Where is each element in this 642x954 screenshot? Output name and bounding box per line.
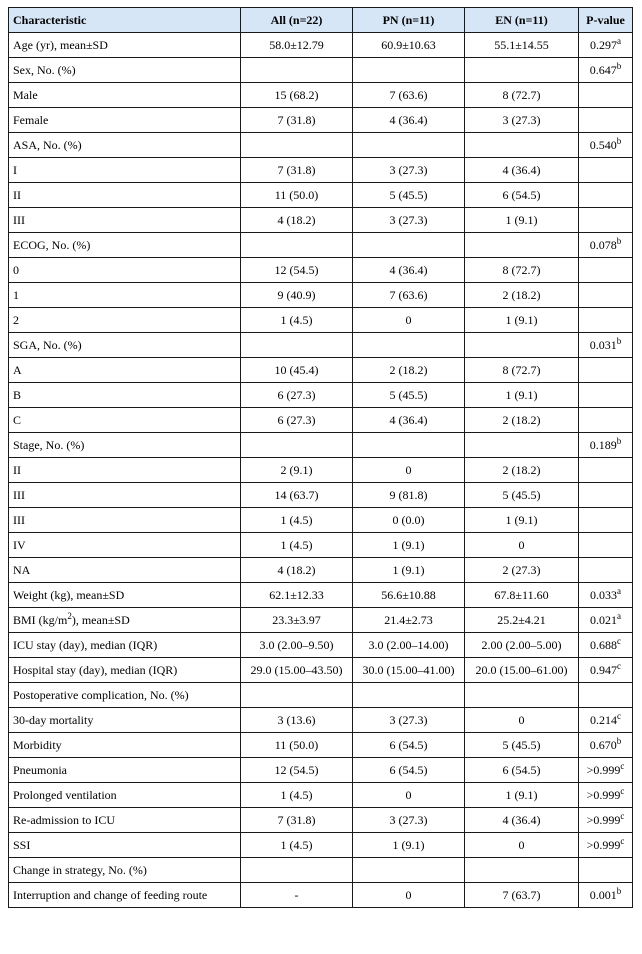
table-row	[9, 758, 633, 783]
table-row	[9, 408, 633, 433]
cell-pn: 7 (63.6)	[353, 83, 465, 108]
cell-p-value	[579, 183, 633, 208]
cell-all	[241, 858, 353, 883]
table-row	[9, 858, 633, 883]
row-label-text: ICU stay (day), median (IQR)	[13, 638, 158, 652]
cell-p-value	[579, 433, 633, 458]
table-row	[9, 383, 633, 408]
row-label-text: NA	[13, 563, 31, 577]
p-value-text: 0.688	[590, 638, 617, 652]
cell-en: 55.1±14.55	[465, 33, 579, 58]
table-row	[9, 583, 633, 608]
cell-pn	[353, 58, 465, 83]
row-label-text: II	[13, 188, 21, 202]
cell-pn: 3 (27.3)	[353, 158, 465, 183]
cell-pn: 1 (9.1)	[353, 558, 465, 583]
cell-p-value	[579, 708, 633, 733]
cell-all: 7 (31.8)	[241, 808, 353, 833]
cell-all: 1 (4.5)	[241, 508, 353, 533]
table-row	[9, 558, 633, 583]
cell-pn: 3.0 (2.00–14.00)	[353, 633, 465, 658]
cell-en: 8 (72.7)	[465, 83, 579, 108]
row-label	[9, 183, 241, 208]
row-label-text: Sex, No. (%)	[13, 63, 76, 77]
cell-en: 5 (45.5)	[465, 483, 579, 508]
table-row	[9, 883, 633, 908]
row-label	[9, 283, 241, 308]
table-row	[9, 33, 633, 58]
header-all: All (n=22)	[241, 8, 353, 33]
p-value-text: >0.999	[586, 813, 621, 827]
cell-en: 0	[465, 833, 579, 858]
row-label-text: III	[13, 213, 25, 227]
cell-p-value	[579, 808, 633, 833]
cell-all: 4 (18.2)	[241, 208, 353, 233]
table-row	[9, 508, 633, 533]
row-label	[9, 108, 241, 133]
cell-en	[465, 858, 579, 883]
cell-en: 0	[465, 708, 579, 733]
p-value-test-marker: b	[616, 436, 622, 446]
row-label-text: Pneumonia	[13, 763, 67, 777]
row-label-text: III	[13, 488, 25, 502]
row-label-text: 30-day mortality	[13, 713, 94, 727]
row-label-text: 0	[13, 263, 19, 277]
table-row	[9, 208, 633, 233]
cell-all: 7 (31.8)	[241, 158, 353, 183]
row-label	[9, 533, 241, 558]
cell-all	[241, 333, 353, 358]
cell-all	[241, 133, 353, 158]
p-value-text: 0.078	[589, 238, 617, 252]
row-label-text: BMI (kg/m	[13, 613, 68, 627]
cell-en: 6 (54.5)	[465, 183, 579, 208]
row-label	[9, 558, 241, 583]
cell-en: 20.0 (15.00–61.00)	[465, 658, 579, 683]
p-value-text: 0.214	[590, 713, 617, 727]
cell-pn	[353, 433, 465, 458]
cell-p-value	[579, 533, 633, 558]
cell-pn: 3 (27.3)	[353, 808, 465, 833]
cell-all: 7 (31.8)	[241, 108, 353, 133]
p-value-test-marker: c	[617, 711, 621, 721]
cell-pn: 3 (27.3)	[353, 208, 465, 233]
cell-p-value	[579, 258, 633, 283]
cell-pn: 6 (54.5)	[353, 733, 465, 758]
cell-en: 67.8±11.60	[465, 583, 579, 608]
row-label-text: Morbidity	[13, 738, 62, 752]
cell-p-value	[579, 408, 633, 433]
cell-all: 62.1±12.33	[241, 583, 353, 608]
cell-p-value	[579, 383, 633, 408]
cell-en: 4 (36.4)	[465, 808, 579, 833]
cell-all: 3.0 (2.00–9.50)	[241, 633, 353, 658]
cell-pn: 0	[353, 783, 465, 808]
cell-pn: 4 (36.4)	[353, 108, 465, 133]
cell-all: 1 (4.5)	[241, 308, 353, 333]
row-label	[9, 708, 241, 733]
cell-pn: 1 (9.1)	[353, 833, 465, 858]
cell-all: 12 (54.5)	[241, 758, 353, 783]
p-value-text: 0.189	[589, 438, 617, 452]
table-row	[9, 658, 633, 683]
cell-en: 0	[465, 533, 579, 558]
table-row	[9, 58, 633, 83]
cell-en	[465, 683, 579, 708]
p-value-test-marker: c	[620, 811, 625, 821]
cell-pn: 0	[353, 308, 465, 333]
row-label-text: SSI	[13, 838, 31, 852]
cell-all: 29.0 (15.00–43.50)	[241, 658, 353, 683]
p-value-test-marker: a	[617, 36, 621, 46]
cell-p-value	[579, 558, 633, 583]
cell-all: 4 (18.2)	[241, 558, 353, 583]
row-label	[9, 333, 241, 358]
cell-p-value	[579, 883, 633, 908]
table-row	[9, 283, 633, 308]
p-value-text: 0.540	[589, 138, 617, 152]
row-label	[9, 358, 241, 383]
cell-pn: 56.6±10.88	[353, 583, 465, 608]
cell-en: 1 (9.1)	[465, 208, 579, 233]
cell-p-value	[579, 833, 633, 858]
row-label-text-rest: ), mean±SD	[71, 613, 130, 627]
p-value-test-marker: c	[620, 761, 625, 771]
row-label-text: Female	[13, 113, 49, 127]
p-value-test-marker: b	[616, 886, 622, 896]
header-pn: PN (n=11)	[353, 8, 465, 33]
row-label-text: I	[13, 163, 17, 177]
table-row	[9, 308, 633, 333]
cell-p-value	[579, 633, 633, 658]
cell-pn: 60.9±10.63	[353, 33, 465, 58]
row-label	[9, 783, 241, 808]
cell-all: 1 (4.5)	[241, 833, 353, 858]
cell-all	[241, 683, 353, 708]
cell-en: 5 (45.5)	[465, 733, 579, 758]
row-label-text: III	[13, 513, 25, 527]
cell-pn: 5 (45.5)	[353, 383, 465, 408]
row-label	[9, 233, 241, 258]
row-label	[9, 83, 241, 108]
row-label	[9, 833, 241, 858]
p-value-text: 0.647	[589, 63, 617, 77]
row-label	[9, 408, 241, 433]
cell-en: 7 (63.7)	[465, 883, 579, 908]
p-value-test-marker: c	[617, 661, 621, 671]
row-label-text: ECOG, No. (%)	[13, 238, 91, 252]
p-value-test-marker: c	[617, 636, 621, 646]
row-label-text: SGA, No. (%)	[13, 338, 82, 352]
cell-pn: 30.0 (15.00–41.00)	[353, 658, 465, 683]
row-label	[9, 308, 241, 333]
cell-en: 8 (72.7)	[465, 358, 579, 383]
cell-pn	[353, 333, 465, 358]
cell-pn: 3 (27.3)	[353, 708, 465, 733]
cell-p-value	[579, 508, 633, 533]
cell-en	[465, 58, 579, 83]
cell-p-value	[579, 58, 633, 83]
table-row	[9, 433, 633, 458]
p-value-test-marker: b	[616, 236, 622, 246]
table-row	[9, 83, 633, 108]
cell-pn	[353, 858, 465, 883]
row-label	[9, 608, 241, 633]
cell-en	[465, 133, 579, 158]
cell-pn	[353, 133, 465, 158]
row-label	[9, 258, 241, 283]
cell-p-value	[579, 608, 633, 633]
row-label	[9, 133, 241, 158]
cell-all: 9 (40.9)	[241, 283, 353, 308]
cell-all: 2 (9.1)	[241, 458, 353, 483]
p-value-test-marker: b	[616, 336, 622, 346]
cell-p-value	[579, 733, 633, 758]
cell-p-value	[579, 233, 633, 258]
table-row	[9, 133, 633, 158]
row-label	[9, 508, 241, 533]
row-label-text: Stage, No. (%)	[13, 438, 85, 452]
cell-pn: 0	[353, 883, 465, 908]
row-label-text: Weight (kg), mean±SD	[13, 588, 125, 602]
row-label	[9, 583, 241, 608]
table-row	[9, 233, 633, 258]
table-row	[9, 633, 633, 658]
row-label-text: Interruption and change of feeding route	[13, 888, 208, 902]
cell-pn: 1 (9.1)	[353, 533, 465, 558]
cell-pn: 7 (63.6)	[353, 283, 465, 308]
p-value-text: >0.999	[586, 763, 621, 777]
p-value-text: 0.021	[590, 613, 617, 627]
cell-p-value	[579, 583, 633, 608]
cell-all	[241, 433, 353, 458]
cell-en: 6 (54.5)	[465, 758, 579, 783]
cell-all: 1 (4.5)	[241, 783, 353, 808]
cell-pn: 0	[353, 458, 465, 483]
cell-en: 4 (36.4)	[465, 158, 579, 183]
table-row	[9, 533, 633, 558]
row-label-text: 1	[13, 288, 19, 302]
row-label-text: Age (yr), mean±SD	[13, 38, 108, 52]
characteristics-table	[8, 7, 633, 908]
cell-en: 2 (18.2)	[465, 408, 579, 433]
cell-p-value	[579, 208, 633, 233]
header-row	[9, 8, 633, 33]
p-value-text: 0.033	[590, 588, 617, 602]
cell-all: 6 (27.3)	[241, 383, 353, 408]
row-label	[9, 433, 241, 458]
row-label	[9, 883, 241, 908]
cell-p-value	[579, 308, 633, 333]
cell-all: 23.3±3.97	[241, 608, 353, 633]
cell-en: 8 (72.7)	[465, 258, 579, 283]
cell-p-value	[579, 83, 633, 108]
cell-p-value	[579, 358, 633, 383]
row-label-text: C	[13, 413, 22, 427]
p-value-test-marker: b	[616, 736, 622, 746]
row-label	[9, 758, 241, 783]
cell-en: 3 (27.3)	[465, 108, 579, 133]
row-label	[9, 658, 241, 683]
row-label-text: Re-admission to ICU	[13, 813, 115, 827]
cell-en	[465, 433, 579, 458]
table-header	[9, 8, 633, 33]
row-label	[9, 733, 241, 758]
cell-en: 2 (18.2)	[465, 283, 579, 308]
p-value-text: >0.999	[586, 788, 621, 802]
cell-pn: 9 (81.8)	[353, 483, 465, 508]
header-en: EN (n=11)	[465, 8, 579, 33]
row-label	[9, 633, 241, 658]
cell-en: 1 (9.1)	[465, 383, 579, 408]
row-label	[9, 458, 241, 483]
cell-pn: 0 (0.0)	[353, 508, 465, 533]
p-value-test-marker: b	[616, 136, 622, 146]
p-value-text: 0.297	[590, 38, 617, 52]
p-value-test-marker: a	[617, 586, 621, 596]
cell-pn: 6 (54.5)	[353, 758, 465, 783]
cell-en: 2.00 (2.00–5.00)	[465, 633, 579, 658]
table-row	[9, 483, 633, 508]
row-label	[9, 33, 241, 58]
cell-en: 2 (27.3)	[465, 558, 579, 583]
cell-all: 1 (4.5)	[241, 533, 353, 558]
table-row	[9, 333, 633, 358]
cell-p-value	[579, 483, 633, 508]
p-value-text: 0.001	[589, 888, 617, 902]
table-row	[9, 358, 633, 383]
row-label-text: ASA, No. (%)	[13, 138, 82, 152]
row-label	[9, 683, 241, 708]
row-label-text: Prolonged ventilation	[13, 788, 117, 802]
cell-p-value	[579, 758, 633, 783]
cell-pn: 21.4±2.73	[353, 608, 465, 633]
cell-all	[241, 58, 353, 83]
table-row	[9, 183, 633, 208]
cell-pn: 2 (18.2)	[353, 358, 465, 383]
p-value-text: >0.999	[586, 838, 621, 852]
cell-p-value	[579, 108, 633, 133]
row-label-text: Postoperative complication, No. (%)	[13, 688, 189, 702]
cell-en	[465, 333, 579, 358]
p-value-text: 0.031	[589, 338, 617, 352]
cell-en: 25.2±4.21	[465, 608, 579, 633]
cell-p-value	[579, 333, 633, 358]
table-row	[9, 833, 633, 858]
table-row	[9, 458, 633, 483]
p-value-test-marker: c	[620, 786, 625, 796]
cell-all: 3 (13.6)	[241, 708, 353, 733]
cell-pn: 4 (36.4)	[353, 258, 465, 283]
row-label-text: Change in strategy, No. (%)	[13, 863, 147, 877]
row-label	[9, 383, 241, 408]
table-row	[9, 783, 633, 808]
row-label-text: 2	[13, 313, 19, 327]
p-value-text: 0.670	[589, 738, 617, 752]
cell-en: 1 (9.1)	[465, 508, 579, 533]
cell-p-value	[579, 33, 633, 58]
table-row	[9, 158, 633, 183]
cell-en	[465, 233, 579, 258]
cell-all: 10 (45.4)	[241, 358, 353, 383]
cell-all: 11 (50.0)	[241, 733, 353, 758]
cell-p-value	[579, 783, 633, 808]
row-label-text: II	[13, 463, 21, 477]
cell-p-value	[579, 858, 633, 883]
cell-all: -	[241, 883, 353, 908]
cell-all: 15 (68.2)	[241, 83, 353, 108]
cell-en: 2 (18.2)	[465, 458, 579, 483]
header-p-value: P-value	[579, 8, 633, 33]
cell-all: 12 (54.5)	[241, 258, 353, 283]
table-row	[9, 683, 633, 708]
p-value-test-marker: b	[616, 61, 622, 71]
cell-pn: 4 (36.4)	[353, 408, 465, 433]
cell-all: 58.0±12.79	[241, 33, 353, 58]
cell-all: 11 (50.0)	[241, 183, 353, 208]
row-label	[9, 158, 241, 183]
row-label-text: Male	[13, 88, 38, 102]
cell-all: 6 (27.3)	[241, 408, 353, 433]
row-label-text: B	[13, 388, 22, 402]
cell-pn: 5 (45.5)	[353, 183, 465, 208]
cell-all	[241, 233, 353, 258]
row-label	[9, 808, 241, 833]
p-value-test-marker: a	[617, 611, 621, 621]
cell-p-value	[579, 158, 633, 183]
table-row	[9, 808, 633, 833]
cell-pn	[353, 233, 465, 258]
row-label	[9, 208, 241, 233]
cell-pn	[353, 683, 465, 708]
table-row	[9, 608, 633, 633]
row-label-text: IV	[13, 538, 26, 552]
cell-all: 14 (63.7)	[241, 483, 353, 508]
cell-p-value	[579, 658, 633, 683]
header-characteristic: Characteristic	[9, 8, 241, 33]
p-value-text: 0.947	[590, 663, 617, 677]
cell-p-value	[579, 683, 633, 708]
table-row	[9, 733, 633, 758]
table-body	[9, 33, 633, 908]
p-value-test-marker: c	[620, 836, 625, 846]
cell-p-value	[579, 283, 633, 308]
row-label	[9, 858, 241, 883]
row-label-text: A	[13, 363, 22, 377]
cell-p-value	[579, 458, 633, 483]
cell-p-value	[579, 133, 633, 158]
table-row	[9, 108, 633, 133]
cell-en: 1 (9.1)	[465, 783, 579, 808]
row-label	[9, 483, 241, 508]
cell-en: 1 (9.1)	[465, 308, 579, 333]
row-label-text: Hospital stay (day), median (IQR)	[13, 663, 178, 677]
row-label	[9, 58, 241, 83]
row-label-superscript: 2	[67, 611, 72, 621]
table-row	[9, 258, 633, 283]
table-row	[9, 708, 633, 733]
